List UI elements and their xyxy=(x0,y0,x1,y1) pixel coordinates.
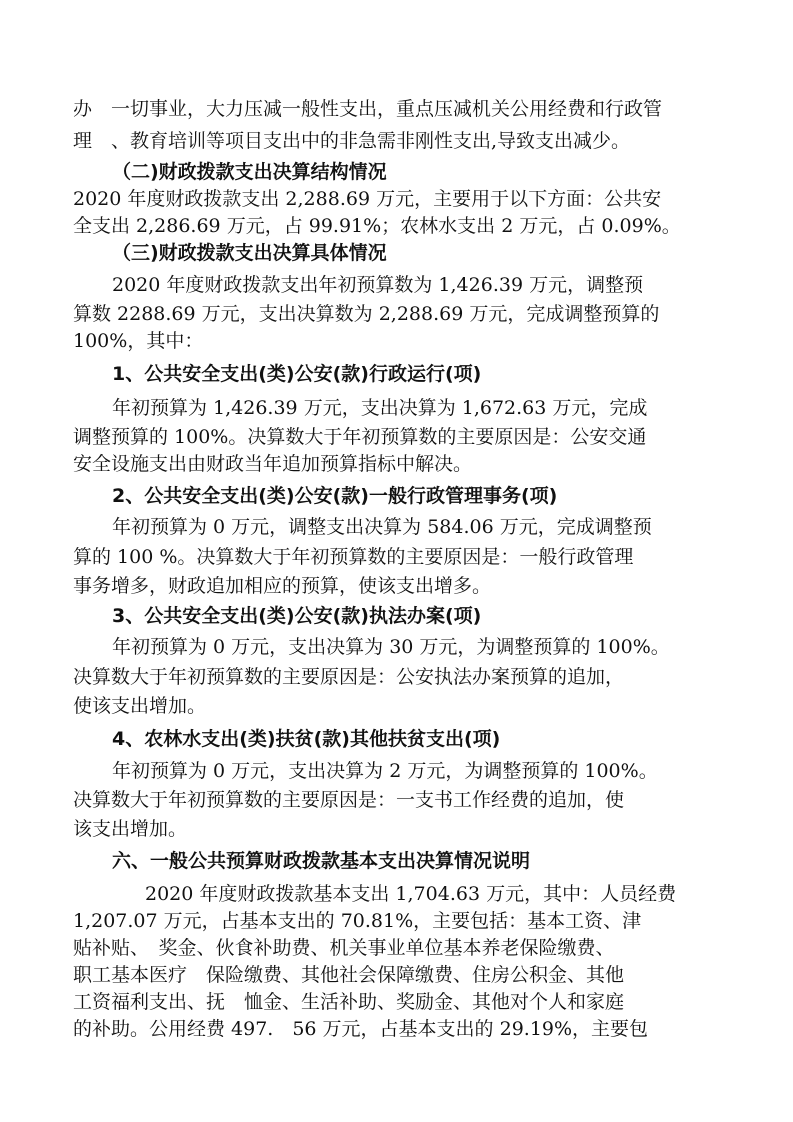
body-line: 调整预算的 100%。决算数大于年初预算数的主要原因是：公安交通 xyxy=(73,426,647,448)
body-line: 算的 100 %。决算数大于年初预算数的主要原因是：一般行政管理 xyxy=(73,546,634,568)
body-line: 职工基本医疗 保险缴费、其他社会保障缴费、住房公积金、其他 xyxy=(73,964,625,986)
body-line: 年初预算为 0 万元，支出决算为 2 万元，为调整预算的 100%。 xyxy=(112,760,658,782)
section-heading: （二)财政拨款支出决算结构情况 xyxy=(112,161,387,183)
subsection-heading: 4、农林水支出(类)扶贫(款)其他扶贫支出(项) xyxy=(112,728,501,750)
body-line: 2020 年度财政拨款支出年初预算数为 1,426.39 万元，调整预 xyxy=(112,274,644,296)
section-heading: （三)财政拨款支出决算具体情况 xyxy=(112,242,387,264)
body-line: 决算数大于年初预算数的主要原因是：一支书工作经费的追加，使 xyxy=(73,789,625,811)
body-line: 安全设施支出由财政当年追加预算指标中解决。 xyxy=(73,453,473,475)
body-line: 2020 年度财政拨款支出 2,288.69 万元，主要用于以下方面：公共安 xyxy=(73,188,662,210)
subsection-heading: 1、公共安全支出(类)公安(款)行政运行(项) xyxy=(112,363,482,385)
body-line: 该支出增加。 xyxy=(73,818,188,840)
body-line: 全支出 2,286.69 万元，占 99.91%；农林水支出 2 万元，占 0.09%。 xyxy=(73,215,681,237)
body-line: 办 一切事业，大力压减一般性支出，重点压减机关公用经费和行政管 xyxy=(73,98,663,120)
body-line: 年初预算为 0 万元，调整支出决算为 584.06 万元，完成调整预 xyxy=(112,516,652,538)
body-line: 100%，其中： xyxy=(73,330,204,352)
subsection-heading: 3、公共安全支出(类)公安(款)执法办案(项) xyxy=(112,605,482,627)
subsection-heading: 2、公共安全支出(类)公安(款)一般行政管理事务(项) xyxy=(112,485,558,507)
body-line: 工资福利支出、抚 恤金、生活补助、奖励金、其他对个人和家庭 xyxy=(73,991,625,1013)
body-line: 1,207.07 万元，占基本支出的 70.81%，主要包括：基本工资、津 xyxy=(73,910,642,932)
body-line: 贴补贴、 奖金、伙食补助费、机关事业单位基本养老保险缴费、 xyxy=(73,937,615,959)
body-line: 决算数大于年初预算数的主要原因是：公安执法办案预算的追加， xyxy=(73,666,625,688)
body-line: 2020 年度财政拨款基本支出 1,704.63 万元，其中：人员经费 xyxy=(145,883,677,905)
body-line: 年初预算为 1,426.39 万元，支出决算为 1,672.63 万元，完成 xyxy=(112,397,648,419)
body-line: 算数 2288.69 万元，支出决算数为 2,288.69 万元，完成调整预算的 xyxy=(73,303,660,325)
body-line: 的补助。公用经费 497. 56 万元，占基本支出的 29.19%，主要包 xyxy=(73,1018,649,1040)
body-line: 理 、教育培训等项目支出中的非急需非刚性支出,导致支出减少。 xyxy=(73,130,631,152)
section-heading: 六、一般公共预算财政拨款基本支出决算情况说明 xyxy=(112,850,531,872)
body-line: 事务增多，财政追加相应的预算，使该支出增多。 xyxy=(73,575,492,597)
body-line: 年初预算为 0 万元，支出决算为 30 万元，为调整预算的 100%。 xyxy=(112,636,670,658)
body-line: 使该支出增加。 xyxy=(73,695,207,717)
